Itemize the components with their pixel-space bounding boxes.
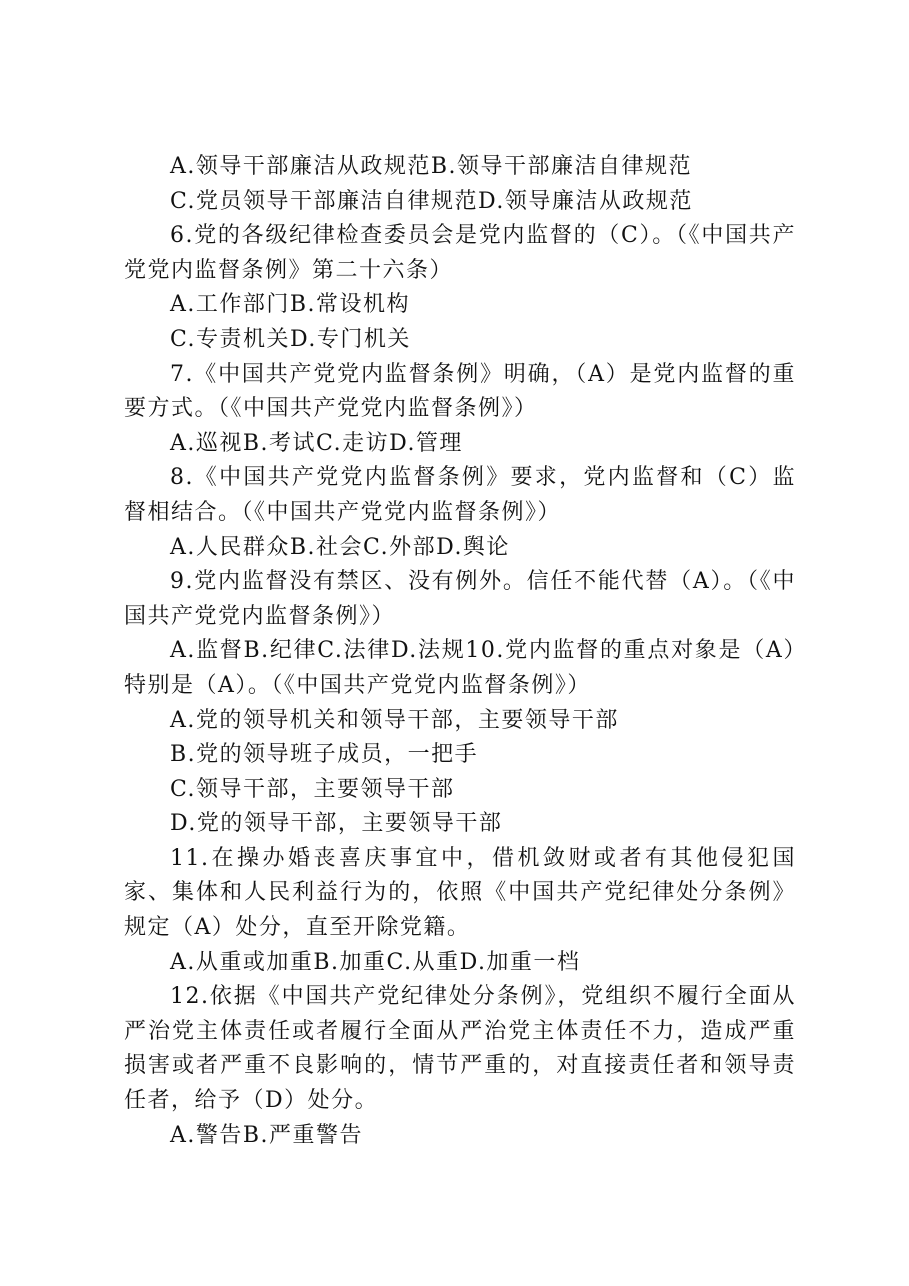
- option-line: B.党的领导班子成员，一把手: [170, 742, 479, 768]
- question-8: 8.《中国共产党党内监督条例》要求，党内监督和（C）监督相结合。（《中国共产党党内监督条例》）: [124, 465, 796, 525]
- option-line: A.巡视B.考试C.走访D.管理: [170, 430, 463, 456]
- option-line-question-10: A.监督B.纪律C.法律D.法规10.党内监督的重点对象是（A）特别是（A）。（《中国共产党党内监督条例》）: [124, 638, 796, 698]
- question-11: 11.在操办婚丧喜庆事宜中，借机敛财或者有其他侵犯国家、集体和人民利益行为的，依照《中国共产党纪律处分条例》规定（A）处分，直至开除党籍。: [124, 845, 796, 941]
- option-line: A.工作部门B.常设机构: [170, 292, 411, 318]
- option-line: A.党的领导机关和领导干部，主要领导干部: [170, 707, 619, 733]
- option-line: A.领导干部廉洁从政规范B.领导干部廉洁自律规范: [170, 154, 693, 179]
- option-line: A.从重或加重B.加重C.从重D.加重一档: [170, 949, 581, 975]
- option-line: A.警告B.严重警告: [170, 1122, 364, 1148]
- option-line: D.党的领导干部，主要领导干部: [170, 811, 503, 837]
- question-9: 9.党内监督没有禁区、没有例外。信任不能代替（A）。（《中国共产党党内监督条例》）: [124, 569, 796, 629]
- question-6: 6.党的各级纪律检查委员会是党内监督的（C）。（《中国共产党党内监督条例》第二十六条）: [124, 223, 796, 283]
- option-line: C.党员领导干部廉洁自律规范D.领导廉洁从政规范: [170, 188, 693, 214]
- option-line: A.人民群众B.社会C.外部D.舆论: [170, 534, 510, 560]
- document-body: [124, 150, 796, 1153]
- question-7: 7.《中国共产党党内监督条例》明确，（A）是党内监督的重要方式。（《中国共产党党内监督条例》）: [124, 361, 796, 422]
- option-line: C.专责机关D.专门机关: [170, 326, 411, 352]
- option-line: C.领导干部，主要领导干部: [170, 776, 455, 802]
- question-12: 12.依据《中国共产党纪律处分条例》，党组织不履行全面从严治党主体责任或者履行全面从严治党主体责任不力，造成严重损害或者严重不良影响的，情节严重的，对直接责任者和领导责任者，给予（D）处分。: [124, 984, 796, 1114]
